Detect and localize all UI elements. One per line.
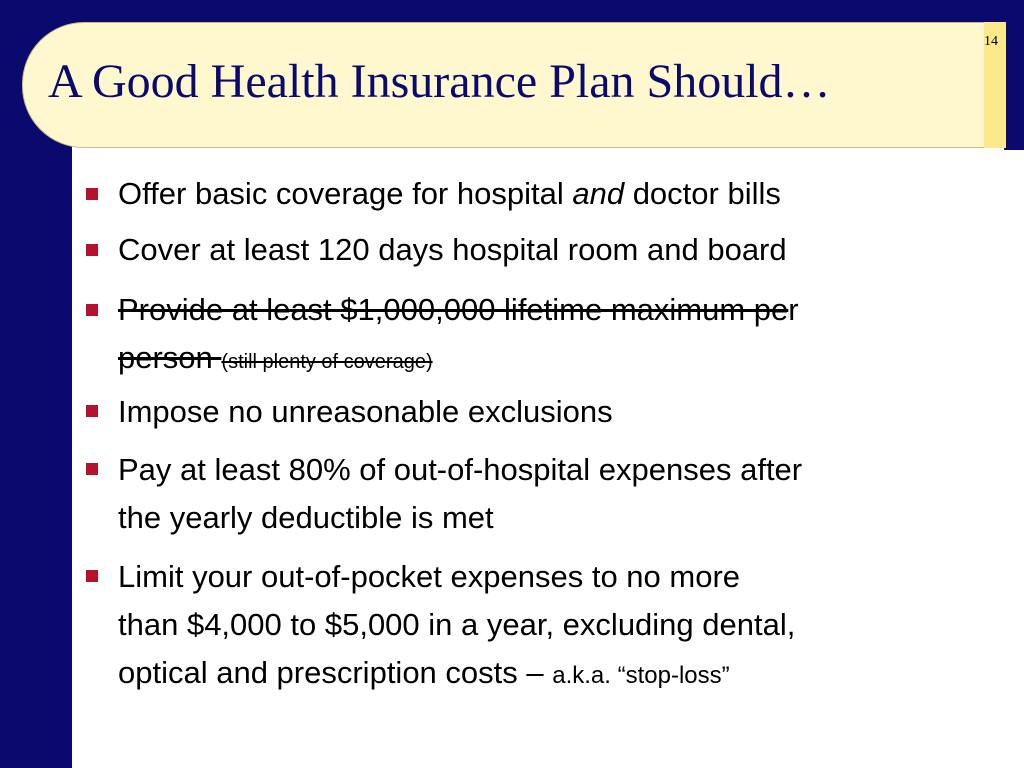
bullet-text: Impose no unreasonable exclusions [118, 394, 613, 429]
bullet-marker [86, 570, 98, 582]
struck-text: Provide at least $1,000,000 lifetime maximum pe [118, 292, 789, 327]
slide-number: 14 [984, 34, 998, 49]
bullet-text: than $4,000 to $5,000 in a year, excluding dental, [118, 607, 796, 642]
struck-note: (still plenty of coverage) [221, 351, 433, 373]
bullet-marker [86, 188, 98, 200]
bullet-text: Limit your out-of-pocket expenses to no more [118, 559, 741, 594]
bullet-text: Offer basic coverage for hospital [118, 176, 573, 211]
bullet-marker [86, 463, 98, 475]
slide-title: A Good Health Insurance Plan Should… [48, 55, 831, 108]
bullet-marker [86, 304, 98, 316]
bullet-emphasis: and [572, 176, 625, 211]
bullet-marker [86, 244, 98, 256]
bullet-lifetime-maximum [118, 286, 1008, 386]
bullet-text: doctor bills [624, 176, 781, 211]
bullet-text: r [788, 292, 799, 327]
bullet-out-of-pocket [118, 553, 1008, 700]
bullet-text: Pay at least 80% of out-of-hospital expenses after [118, 452, 803, 487]
stop-loss-note: a.k.a. “stop-loss” [552, 662, 730, 689]
bullet-out-of-hospital [118, 446, 1008, 542]
bullet-hospital-doctor [118, 170, 1008, 218]
bullet-text: Cover at least 120 days hospital room and board [118, 232, 787, 267]
bullet-text: the yearly deductible is met [118, 500, 494, 535]
struck-text: person [118, 340, 222, 375]
bullet-marker [86, 405, 98, 417]
bullet-exclusions [118, 388, 1008, 436]
right-navy-bar [1004, 0, 1024, 150]
bullet-text: optical and prescription costs – [118, 655, 553, 690]
bullet-hospital-room [118, 226, 1008, 274]
